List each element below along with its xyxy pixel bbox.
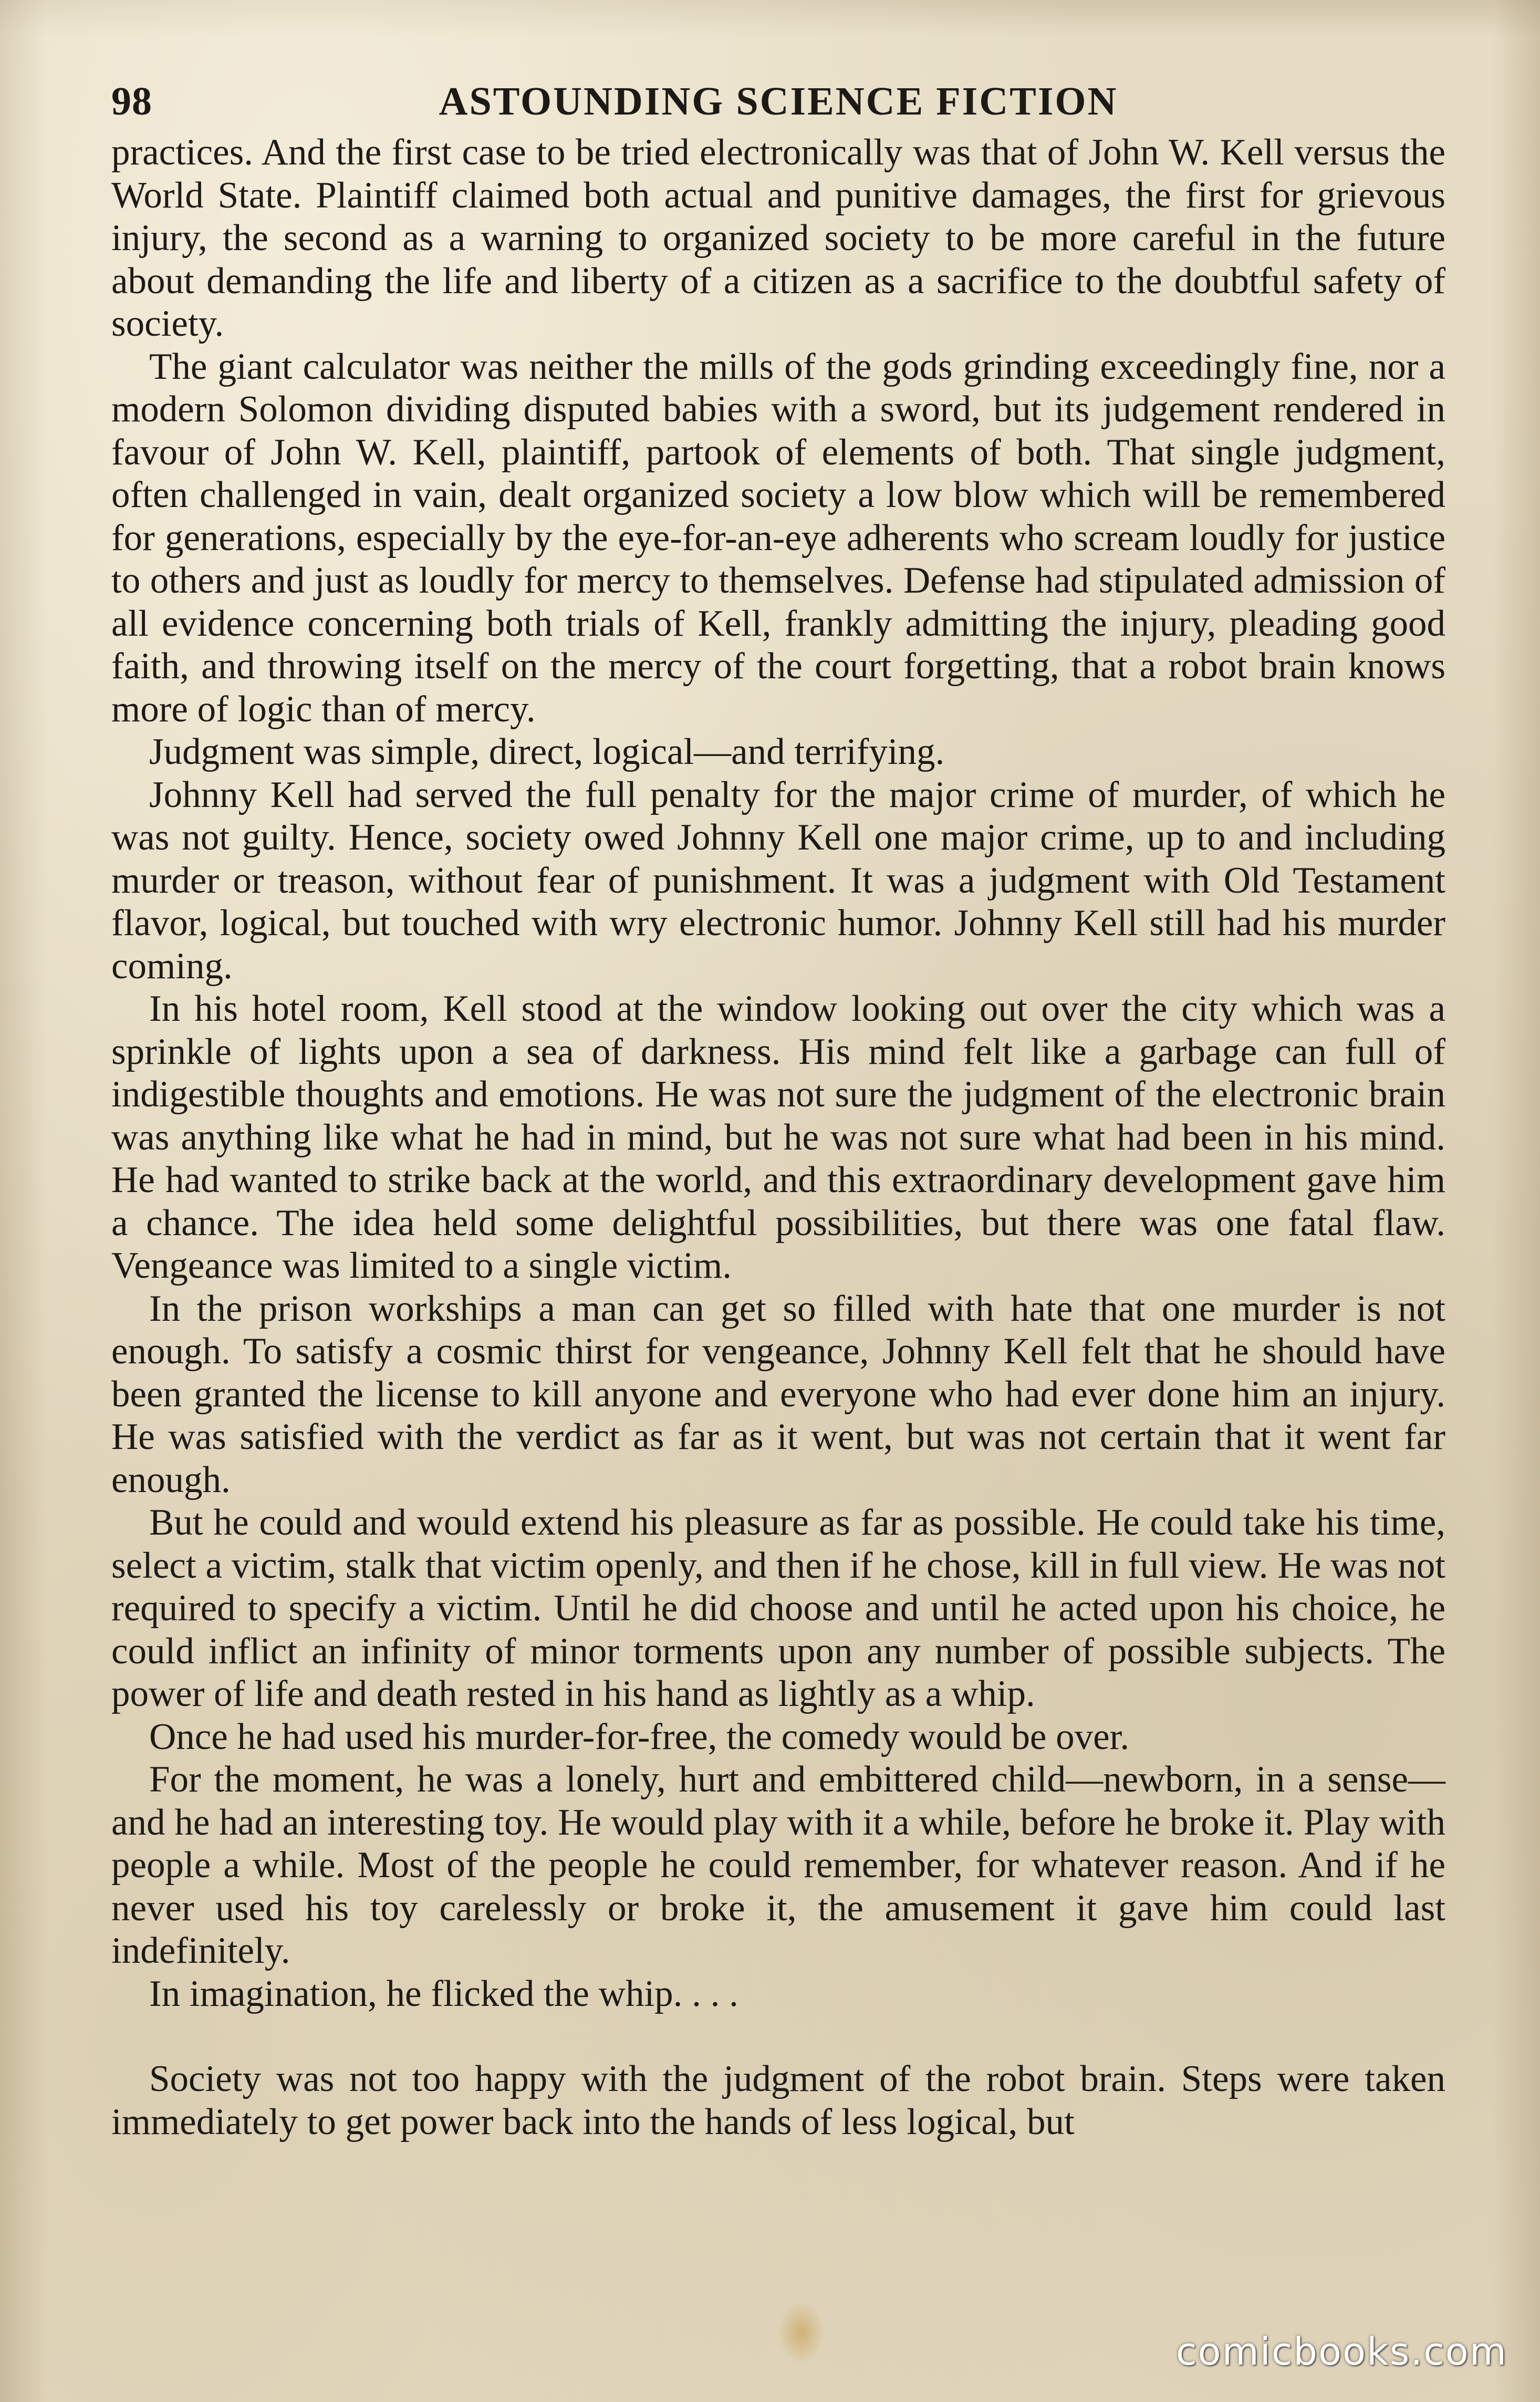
paragraph: In his hotel room, Kell stood at the window looking out over the city which was a sprinkle of lights upon a sea of darkness. His mind felt like a garbage can full of indigestible thoughts and emotions. He was not sure the judgment of the electronic brain was anything like what he had in mind, but he was not sure what had been in his mind. He had wanted to strike back at the world, and this extraordinary development gave him a chance. The idea held some delightful possibilities, but there was one fatal flaw. Vengeance was limited to a single victim. [111,988,1445,1286]
book-page [111,79,1445,2144]
paragraph: Society was not too happy with the judgment of the robot brain. Steps were taken immediately to get power back into the hands of less logical, but [111,2058,1445,2142]
paragraph: In the prison workships a man can get so filled with hate that one murder is not enough. To satisfy a cosmic thirst for vengeance, Johnny Kell felt that he should have been granted the license to kill anyone and everyone who had ever done him an injury. He was satisfied with the verdict as far as it went, but was not certain that it went far enough. [111,1288,1445,1500]
paragraph: Once he had used his murder-for-free, the comedy would be over. [149,1716,1130,1757]
paragraph: practices. And the first case to be tried electronically was that of John W. Kell versus the World State. Plaintiff claimed both actual and punitive damages, the first for grievous injury, the second as a warning to organized society to be more careful in the future about demanding the life and liberty of a citizen as a sacrifice to the doubtful safety of society. [111,132,1445,344]
paragraph: Judgment was simple, direct, logical—and terrifying. [149,731,945,772]
paragraph: The giant calculator was neither the mills of the gods grinding exceedingly fine, nor a modern Solomon dividing disputed babies with a sword, but its judgement rendered in favour of John W. Kell, plaintiff, partook of elements of both. That single judgment, often challenged in vain, dealt organized society a low blow which will be remembered for generations, especially by the eye-for-an-eye adherents who scream loudly for justice to others and just as loudly for mercy to themselves. Defense had stipulated admission of all evidence concerning both trials of Kell, frankly admitting the injury, pleading good faith, and throwing itself on the mercy of the court forgetting, that a robot brain knows more of logic than of mercy. [111,346,1445,730]
running-head [111,79,1445,131]
site-watermark: comicbooks.com [1175,2329,1507,2374]
story-text [111,131,1445,2144]
page-number: 98 [111,79,152,123]
paragraph: For the moment, he was a lonely, hurt and embittered child—newborn, in a sense—and he had an interesting toy. He would play with it a while, before he broke it. Play with people a while. Most of the people he could remember, for whatever reason. And if he never used his toy carelessly or broke it, the amusement it gave him could last indefinitely. [111,1759,1445,1971]
paper-stain [777,2301,825,2364]
paragraph: Johnny Kell had served the full penalty for the major crime of murder, of which he was not guilty. Hence, society owed Johnny Kell one major crime, up to and including murder or treason, without fear of punishment. It was a judgment with Old Testament flavor, logical, but touched with wry electronic humor. Johnny Kell still had his murder coming. [111,774,1445,987]
paragraph: In imagination, he flicked the whip. . . . [149,1973,738,2014]
magazine-title: ASTOUNDING SCIENCE FICTION [439,79,1118,123]
paragraph: But he could and would extend his pleasure as far as possible. He could take his time, select a victim, stalk that victim openly, and then if he chose, kill in full view. He was not required to specify a victim. Until he did choose and until he acted upon his choice, he could inflict an infinity of minor torments upon any number of possible subjects. The power of life and death rested in his hand as lightly as a whip. [111,1502,1445,1714]
